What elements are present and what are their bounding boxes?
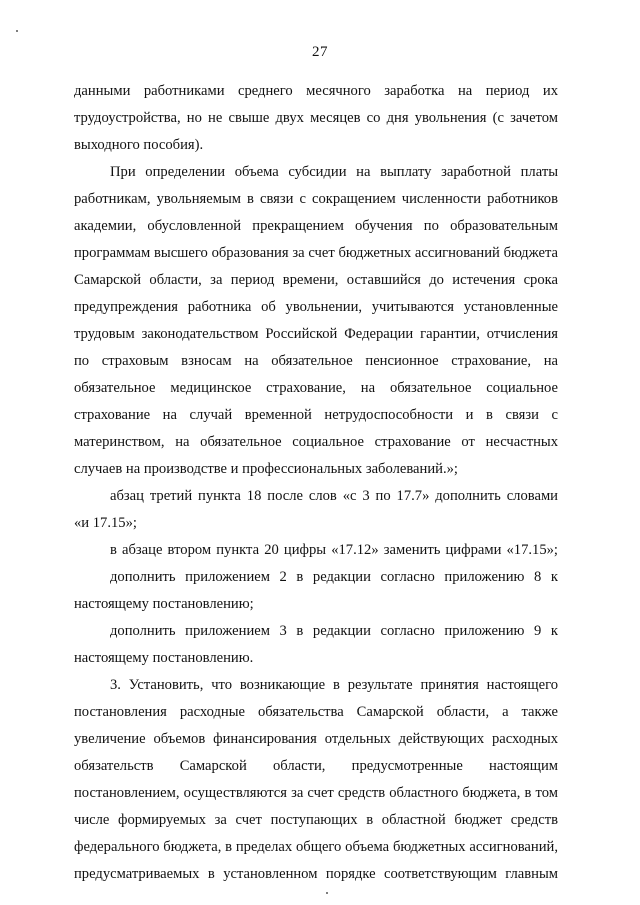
paragraph-first-line: дополнить приложением 3 в редакции согласно приложению 9 к — [110, 623, 558, 639]
text-line: работникам, увольняемым в связи с сокращением численности работников — [74, 191, 558, 207]
text-line: программам высшего образования за счет бюджетных ассигнований бюджета — [74, 245, 558, 261]
text-line: увеличение объемов финансирования отдельных действующих расходных — [74, 731, 558, 747]
scan-speck — [326, 892, 328, 894]
paragraph-first-line: При определении объема субсидии на выплату заработной платы — [110, 164, 558, 180]
text-line: постановлением, осуществляются за счет средств областного бюджета, в том — [74, 785, 558, 801]
text-line: страхование на случай временной нетрудоспособности и в связи с — [74, 407, 558, 423]
paragraph-first-line: 3. Установить, что возникающие в результате принятия настоящего — [110, 677, 558, 693]
text-line: предупреждения работника об увольнении, учитываются установленные — [74, 299, 558, 315]
text-line: «и 17.15»; — [74, 515, 137, 531]
page-number: 27 — [312, 44, 328, 60]
text-line: предусматриваемых в установленном порядке соответствующим главным — [74, 866, 558, 882]
text-line: выходного пособия). — [74, 137, 204, 153]
text-line: трудоустройства, но не свыше двух месяцев со дня увольнения (с зачетом — [74, 110, 558, 126]
text-line: настоящему постановлению. — [74, 650, 254, 666]
text-line: случаев на производстве и профессиональных заболеваний.»; — [74, 461, 458, 477]
text-line: по страховым взносам на обязательное пенсионное страхование, на — [74, 353, 558, 369]
paragraph-first-line: дополнить приложением 2 в редакции согласно приложению 8 к — [110, 569, 558, 585]
paragraph-first-line: абзац третий пункта 18 после слов «с 3 по 17.7» дополнить словами — [110, 488, 558, 504]
scan-speck — [16, 30, 18, 32]
text-line: числе формируемых за счет поступающих в областной бюджет средств — [74, 812, 558, 828]
text-line: Самарской области, за период времени, оставшийся до истечения срока — [74, 272, 558, 288]
text-line: академии, обусловленной прекращением обучения по образовательным — [74, 218, 558, 234]
text-line: федерального бюджета, в пределах общего объема бюджетных ассигнований, — [74, 839, 558, 855]
text-line: обязательств Самарской области, предусмотренные настоящим — [74, 758, 558, 774]
paragraph-first-line: в абзаце втором пункта 20 цифры «17.12» заменить цифрами «17.15»; — [110, 542, 558, 558]
text-line: обязательное медицинское страхование, на обязательное социальное — [74, 380, 558, 396]
text-line: материнством, на обязательное социальное страхование от несчастных — [74, 434, 558, 450]
text-line: данными работниками среднего месячного заработка на период их — [74, 83, 558, 99]
text-line: трудовым законодательством Российской Федерации гарантии, отчисления — [74, 326, 558, 342]
text-line: настоящему постановлению; — [74, 596, 254, 612]
text-line: постановления расходные обязательства Самарской области, а также — [74, 704, 558, 720]
